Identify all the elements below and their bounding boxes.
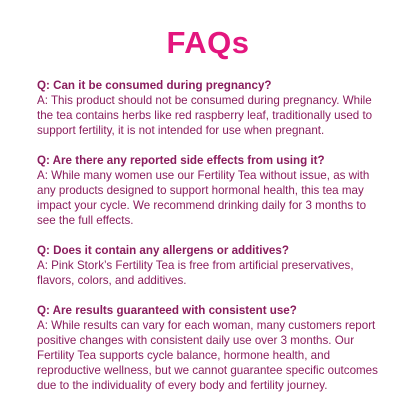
faq-answer: A: This product should not be consumed during pregnancy. While the tea contains herbs like red raspberry leaf, traditionally used to support fertility, it is not intended for use when pregnant. (37, 94, 373, 137)
page-title: FAQs (166, 25, 250, 60)
faq-item-allergens (37, 243, 387, 288)
faq-item-side-effects (37, 153, 387, 228)
faq-answer: A: While results can vary for each woman, many customers report positive changes with consistent daily use over 3 months. Our Fertility Tea supports cycle balance, hormone health, and reproductive wellness, but we cannot guarantee specific outcomes due to the individuality of every body and fertility journey. (37, 319, 378, 392)
faq-question: Q: Are results guaranteed with consistent use? (37, 304, 297, 317)
faq-item-pregnancy (37, 78, 387, 138)
faq-question: Q: Are there any reported side effects from using it? (37, 154, 325, 167)
faq-item-results (37, 303, 387, 393)
faq-list (37, 78, 387, 408)
faq-answer: A: Pink Stork’s Fertility Tea is free from artificial preservatives, flavors, colors, and additives. (37, 259, 354, 287)
faq-question: Q: Can it be consumed during pregnancy? (37, 79, 272, 92)
faq-question: Q: Does it contain any allergens or additives? (37, 244, 289, 257)
faq-answer: A: While many women use our Fertility Tea without issue, as with any products designed to support hormonal health, this tea may impact your cycle. We recommend drinking daily for 3 months to see the full effects. (37, 169, 370, 227)
